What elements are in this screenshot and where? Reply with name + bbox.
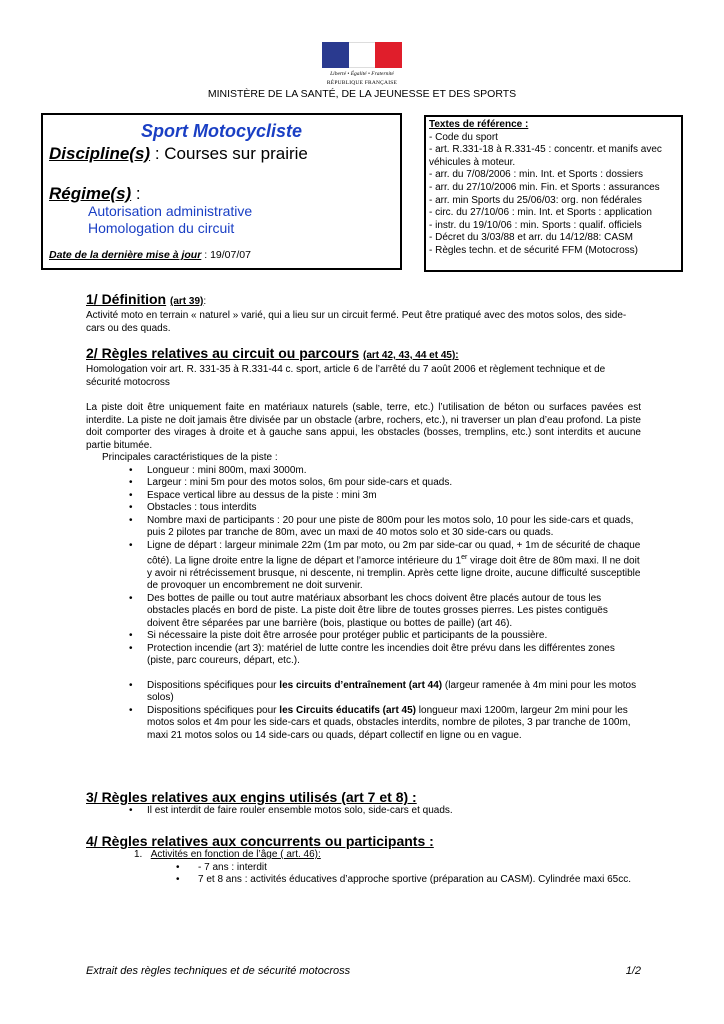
bullet-list xyxy=(86,465,641,743)
regime-item: Autorisation administrative xyxy=(88,203,253,219)
reference-item: - instr. du 19/10/06 : min. Sports : qualif. officiels xyxy=(429,219,642,231)
section-text: Homologation voir art. R. 331-35 à R.331-44 c. sport, article 6 de l’arrêté du 7 août 2006 et règlement technique et de sécurité motocross xyxy=(86,364,606,388)
footer-text: Extrait des règles techniques et de sécurité motocross xyxy=(86,965,351,977)
section-title: 4/ Règles relatives aux concurrents ou participants : xyxy=(86,833,434,849)
list-item: • Il est interdit de faire rouler ensemble motos solo, side-cars et quads. xyxy=(86,805,641,818)
update-line xyxy=(49,249,251,261)
list-item: • Dispositions spécifiques pour les circuits d’entraînement (art 44) (largeur ramenée à 4m mini pour les motos solos) xyxy=(86,680,641,705)
reference-item: - arr. du 7/08/2006 : min. Int. et Sports : dossiers xyxy=(429,169,643,181)
regime-item: Homologation du circuit xyxy=(88,220,235,236)
regime-label: Régime(s) xyxy=(49,184,132,203)
references-card xyxy=(424,115,683,272)
numbered-item: 1. Activités en fonction de l’âge ( art. 46): xyxy=(134,849,321,860)
reference-item: - circ. du 27/10/06 : min. Int. et Sports : application xyxy=(429,207,652,219)
card-title: Sport Motocycliste xyxy=(140,121,303,141)
section-definition xyxy=(86,291,641,335)
section-text: La piste doit être uniquement faite en matériaux naturels (sable, terre, etc.) l’utilisation de béton ou surfaces pavées est interdite. La piste ne doit jamais être divisée par un obstacle (arbre, rochers, etc.), ni traverser un plan d’eau profond. La piste doit comporter des virages à droite et à gauche sans appui, les obstacles (bosses, tremplins, etc.) sont interdits et aucune partie bitumée. xyxy=(86,402,641,451)
list-item: • Nombre maxi de participants : 20 pour une piste de 800m pour les motos solo, 10 pour les side-cars et quads, puis 2 pilotes par tranche de 80m, avec un maxi de 40 motos solo et 30 side-cars ou quads. xyxy=(86,515,641,540)
discipline-card xyxy=(41,113,402,270)
regime-list xyxy=(88,203,252,237)
marianne-flag-icon xyxy=(322,42,402,68)
list-item: • 7 et 8 ans : activités éducatives d’approche sportive (préparation au CASM). Cylindrée maxi 65cc. xyxy=(86,874,641,887)
list-intro: Principales caractéristiques de la piste : xyxy=(102,452,278,463)
reference-item: - arr. du 27/10/2006 min. Fin. et Sports : assurances xyxy=(429,181,660,193)
list-item: • Protection incendie (art 3): matériel de lutte contre les incendies doit être prévu dans les différentes zones (piste, parc coureurs, départ, etc.). xyxy=(86,643,641,668)
list-item: • Des bottes de paille ou tout autre matériaux absorbant les chocs doivent être placés autour de tous les obstacles placés en bord de piste. La piste doit être libre de toutes grosses pierres. Les pistes contiguës doivent être séparées par une barrière (bois, plastique ou bottes de paille) (art 46). xyxy=(86,593,641,631)
list-item: • Ligne de départ : largeur minimale 22m (1m par moto, ou 2m par side-car ou quad, + 1m de sécurité de chaque côté). La ligne droite entre la ligne de départ et l’amorce intérieure du 1er virage doit être de 80m maxi. Il ne doit y avoir ni rétrécissement brusque, ni descente, ni tremplin. Après cette ligne droite, aucune difficulté susceptible de provoquer un encombrement ne doit survenir. xyxy=(86,540,641,593)
update-label: Date de la dernière mise à jour xyxy=(49,249,202,261)
list-item: • Obstacles : tous interdits xyxy=(86,502,641,515)
section-text: Activité moto en terrain « naturel » varié, qui a lieu sur un circuit fermé. Peut être pratiqué avec des motos solos, des side-cars ou des quads. xyxy=(86,310,627,334)
discipline-label: Discipline(s) xyxy=(49,144,151,163)
section-title: 2/ Règles relatives au circuit ou parcours (art 42, 43, 44 et 45): xyxy=(86,345,459,361)
section-title: 1/ Définition (art 39): xyxy=(86,291,207,307)
list-item: • Longueur : mini 800m, maxi 3000m. xyxy=(86,465,641,478)
bullet-list xyxy=(86,805,641,818)
reference-item: - art. R.331-18 à R.331-45 : concentr. et manifs avec véhicules à moteur. xyxy=(429,144,662,168)
references-heading: Textes de référence : xyxy=(429,119,529,130)
list-item: • Si nécessaire la piste doit être arrosée pour protéger public et participants de la poussière. xyxy=(86,630,641,643)
regime-line xyxy=(49,184,141,204)
reference-item: - arr. min Sports du 25/06/03: org. non fédérales xyxy=(429,194,642,206)
section-title: 3/ Règles relatives aux engins utilisés (art 7 et 8) : xyxy=(86,789,417,805)
motto: Liberté • Égalité • Fraternité xyxy=(330,71,394,77)
list-item: • Dispositions spécifiques pour les Circuits éducatifs (art 45) longueur maxi 1200m, largeur 2m mini pour les motos solos et 4m pour les side-cars et quads, obstacles interdits, nombre de pilotes, 3 par tranche de 100m, maxi 21 motos solos ou 14 side-cars ou quads, départ collectif en ligne ou en vague. xyxy=(86,705,641,743)
reference-item: - Décret du 3/03/88 et arr. du 14/12/88: CASM xyxy=(429,232,634,244)
ministry-name: MINISTÈRE DE LA SANTÉ, DE LA JEUNESSE ET DES SPORTS xyxy=(207,88,517,100)
page-number: 1/2 xyxy=(625,965,641,977)
list-item: • Largeur : mini 5m pour des motos solos, 6m pour side-cars et quads. xyxy=(86,477,641,490)
discipline-value: : Courses sur prairie xyxy=(150,144,308,163)
page-footer xyxy=(86,965,641,977)
list-item: • - 7 ans : interdit xyxy=(86,862,641,875)
regime-sep: : xyxy=(131,184,141,203)
section-engins xyxy=(86,789,641,818)
section-circuit xyxy=(86,345,641,742)
section-concurrents xyxy=(86,833,641,887)
update-value: : 19/07/07 xyxy=(201,249,251,261)
discipline-line xyxy=(49,144,308,164)
reference-item: - Règles techn. et de sécurité FFM (Motocross) xyxy=(429,244,638,256)
republic-logo xyxy=(322,42,402,86)
sub-list xyxy=(86,862,641,887)
list-item: • Espace vertical libre au dessus de la piste : mini 3m xyxy=(86,490,641,503)
reference-item: - Code du sport xyxy=(429,131,498,143)
republic-label: RÉPUBLIQUE FRANÇAISE xyxy=(326,80,398,86)
